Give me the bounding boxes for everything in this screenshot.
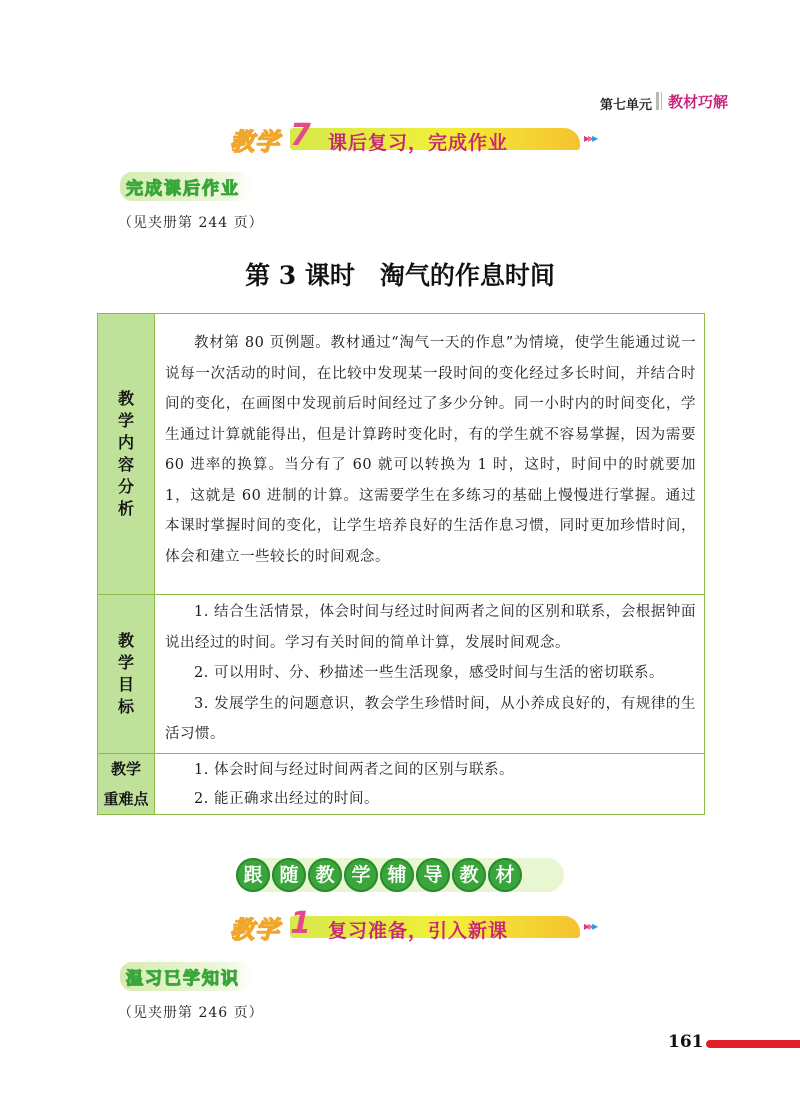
review-note: （见夹册第 246 页）: [118, 1005, 264, 1021]
step-word: 教学: [230, 916, 280, 944]
follow-textbook-banner: [236, 858, 564, 892]
step-title: 复习准备，引入新课: [328, 920, 509, 942]
row-label-text: 教学目标: [117, 631, 134, 716]
paragraph: 1. 结合生活情景，体会时间与经过时间两者之间的区别和联系，会根据钟面说出经过的时间。学习有关时间的简单计算，发展时间观念。: [165, 604, 696, 651]
lesson-table: [97, 313, 705, 815]
banner-char: 学: [344, 858, 378, 892]
banner-char: 教: [308, 858, 342, 892]
row-label: [98, 754, 155, 814]
row-label: [98, 595, 155, 753]
row-content: [155, 754, 704, 814]
unit-label: 第七单元: [599, 98, 652, 113]
row-content: [155, 595, 704, 753]
table-row-key-difficult: [98, 753, 704, 814]
homework-note: （见夹册第 244 页）: [118, 215, 264, 231]
banner-char: 材: [488, 858, 522, 892]
banner-char: 随: [272, 858, 306, 892]
table-row-content-analysis: [98, 314, 704, 594]
paragraph: 2. 能正确求出经过的时间。: [194, 791, 379, 807]
lesson-title: 第 3 课时 淘气的作息时间: [245, 261, 555, 290]
row-label-line: 教学: [110, 760, 141, 778]
row-label: [98, 314, 155, 594]
row-content: [155, 314, 704, 594]
row-label-line: 重难点: [103, 790, 149, 808]
header-divider: [656, 92, 659, 110]
header-divider-thin: [661, 92, 662, 110]
step-7-banner: [230, 118, 610, 156]
page-number: 161: [668, 1032, 704, 1052]
triple-arrow-icon: ▸▸▸: [584, 131, 597, 145]
page-number-bar: [706, 1040, 800, 1048]
homework-subtitle: 完成课后作业: [120, 172, 252, 201]
triple-arrow-icon: ▸▸▸: [584, 919, 597, 933]
banner-char: 辅: [380, 858, 414, 892]
step-title: 课后复习，完成作业: [328, 132, 509, 154]
step-word: 教学: [230, 128, 280, 156]
step-1-banner: [230, 906, 610, 944]
section-title: 教材巧解: [668, 93, 729, 111]
paragraph: 教材第 80 页例题。教材通过“淘气一天的作息”为情境，使学生能通过说一说每一次活动的时间，在比较中发现某一段时间的变化经过多长时间，并结合时间的变化，在画图中发现前后时间经过了多少分钟。同一小时内的时间变化，学生通过计算就能得出，但是计算跨时变化时，有的学生就不容易掌握，因为需要 60 进率的换算。当分有了 60 就可以转换为 1 时，这时，时间中的时就要加 1，这就是 60 进制的计算。这需要学生在多练习的基础上慢慢进行掌握。通过本课时掌握时间的变化，让学生培养良好的生活作息习惯，同时更加珍惜时间，体会和建立一些较长的时间观念。: [165, 335, 696, 565]
review-subtitle: 温习已学知识: [120, 962, 252, 991]
step-number: 7: [290, 118, 311, 153]
paragraph: 2. 可以用时、分、秒描述一些生活现象，感受时间与生活的密切联系。: [194, 665, 664, 681]
paragraph: 1. 体会时间与经过时间两者之间的区别与联系。: [194, 762, 514, 778]
table-row-objectives: [98, 594, 704, 753]
banner-char: 跟: [236, 858, 270, 892]
banner-char: 导: [416, 858, 450, 892]
step-number: 1: [290, 906, 311, 941]
paragraph: 3. 发展学生的问题意识，教会学生珍惜时间，从小养成良好的，有规律的生活习惯。: [165, 695, 696, 742]
row-label-text: 教学内容分析: [117, 389, 134, 518]
banner-char: 教: [452, 858, 486, 892]
